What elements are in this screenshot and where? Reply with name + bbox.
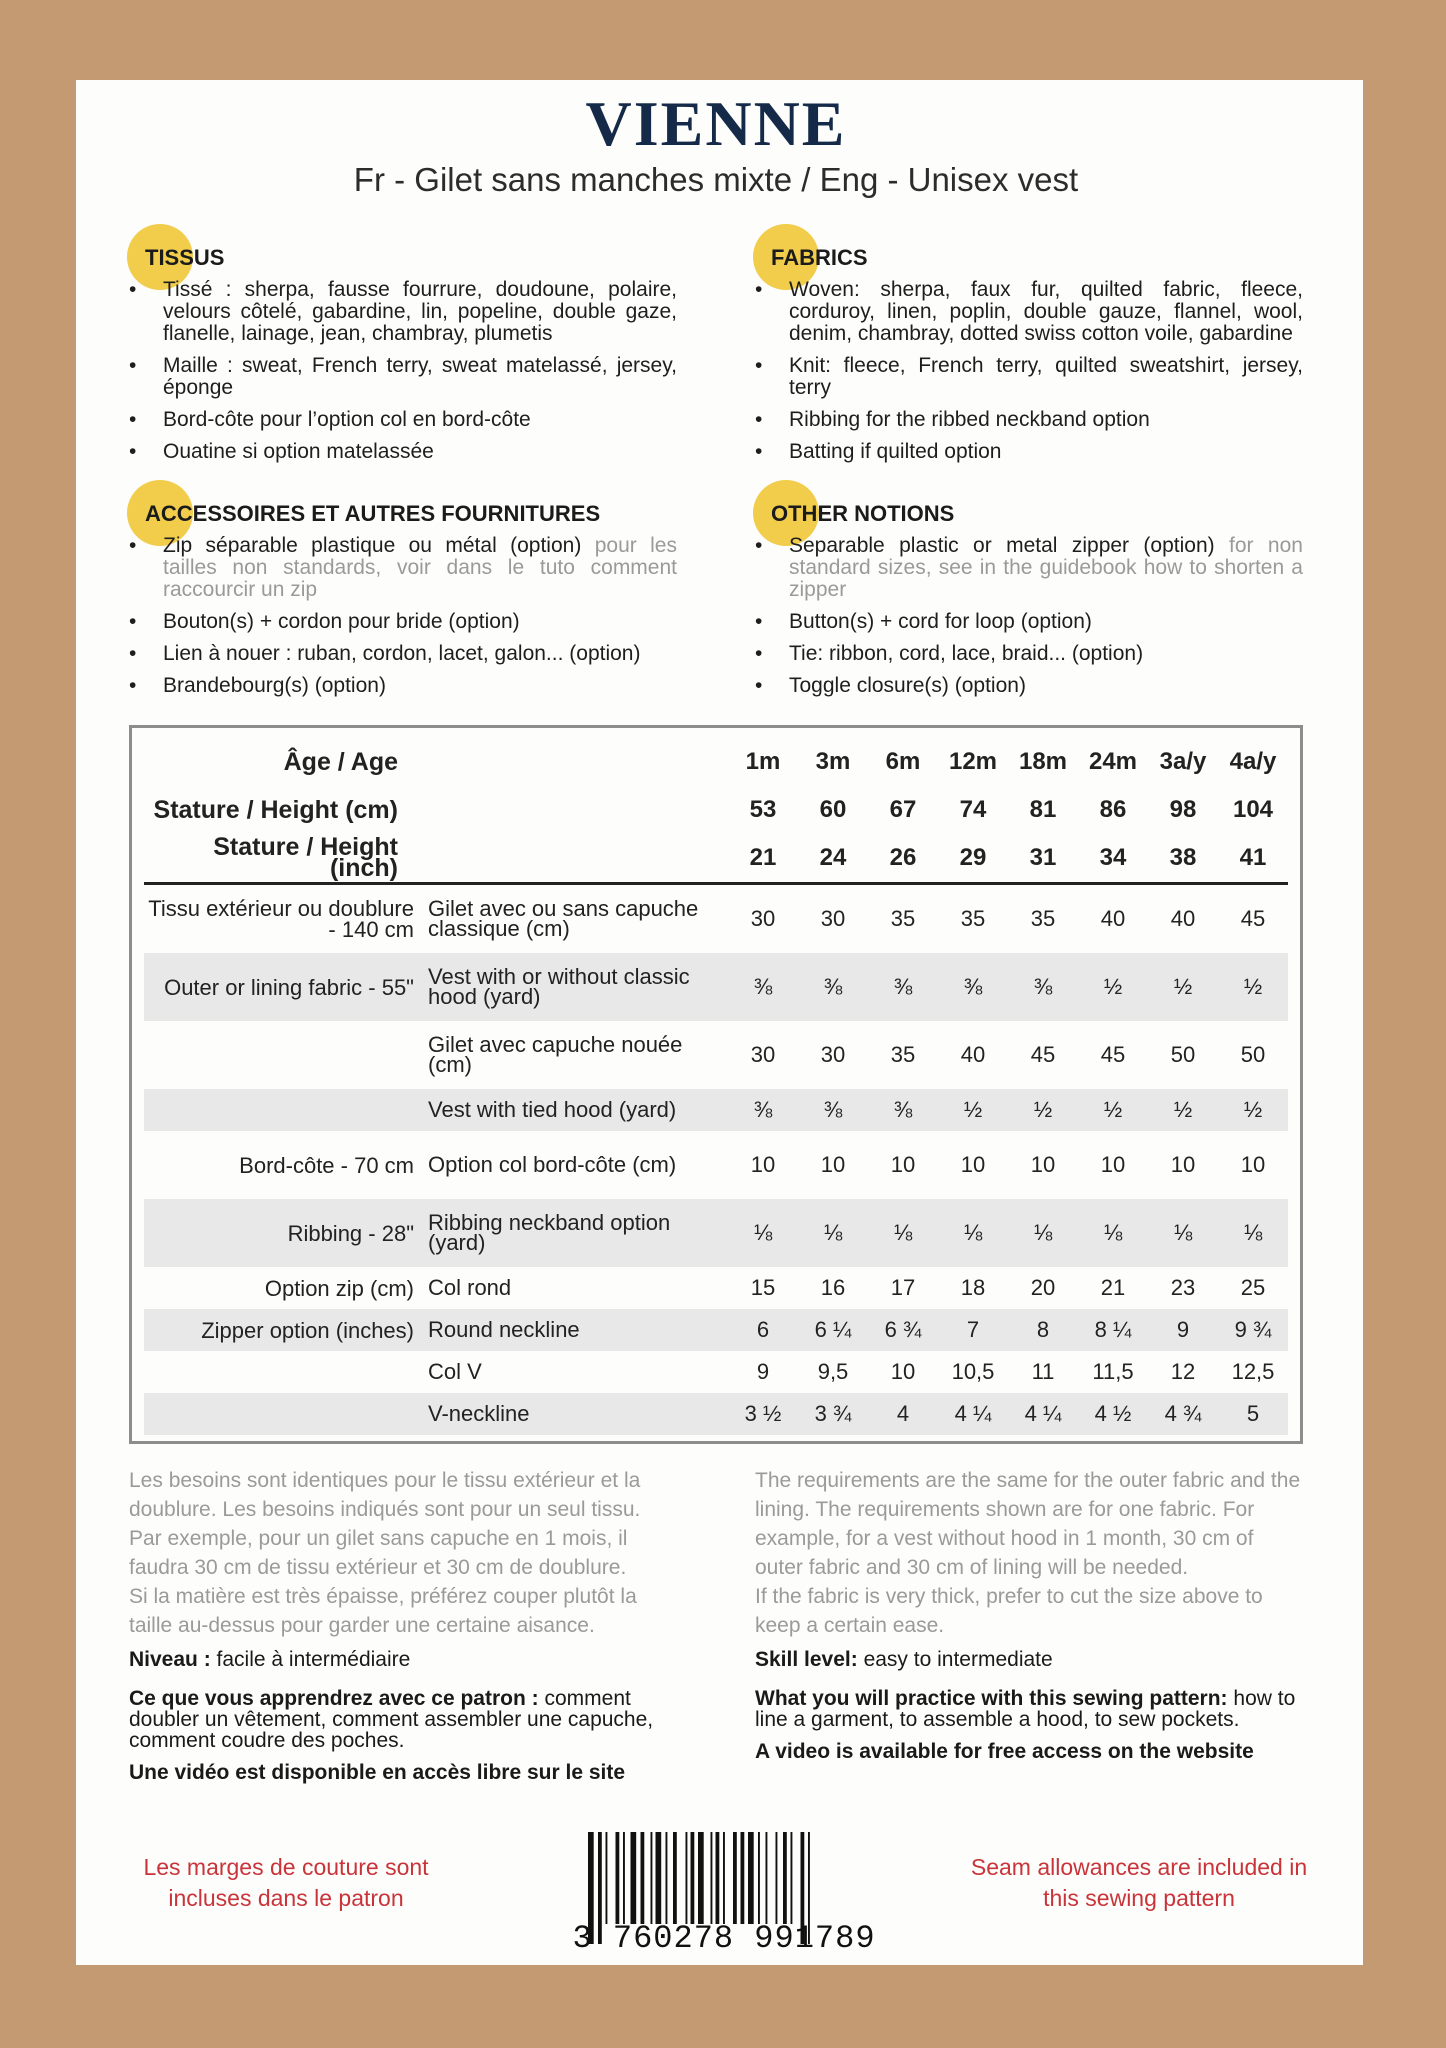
table-cell: 17 <box>890 1275 916 1301</box>
notions-fr <box>129 501 677 707</box>
list-item: • Woven: sherpa, faux fur, quilted fabric, fleece, corduroy, linen, poplin, double gauze, flannel, wool, denim, chambray, dotted swiss cotton voile, gabardine <box>755 279 1303 345</box>
note-paragraph: The requirements are the same for the outer fabric and the lining. The requirements shown are for one fabric. For example, for a vest without hood in 1 month, 30 cm of outer fabric and 30 cm of lining will be needed. <box>755 1469 1301 1580</box>
table-cell: 29 <box>938 834 1008 884</box>
table-cell: ½ <box>1078 953 1148 1021</box>
table-cell: 25 <box>1240 1275 1266 1301</box>
table-cell: 24m <box>1088 748 1138 776</box>
list-item: • Zip séparable plastique ou métal (option) pour les tailles non standards, voir dans le tuto comment raccourcir un zip <box>129 535 677 601</box>
table-cell: ⅜ <box>798 1089 868 1131</box>
table-cell: 15 <box>750 1275 776 1301</box>
table-cell: 50 <box>1240 1042 1266 1068</box>
table-cell: 60 <box>819 796 847 824</box>
barcode-bar <box>783 1832 787 1924</box>
table-cell: ½ <box>1148 1089 1218 1131</box>
table-cell: ⅛ <box>1008 1199 1078 1267</box>
pattern-title: VIENNE <box>585 88 847 159</box>
table-cell: 18m <box>1018 748 1068 776</box>
notions-fr-list <box>129 535 677 697</box>
table-cell: 6 <box>728 1309 798 1351</box>
table-cell: 10 <box>960 1152 986 1178</box>
table-cell: 16 <box>820 1275 846 1301</box>
table-cell: 35 <box>890 906 916 932</box>
barcode-bar <box>716 1832 720 1924</box>
barcode-bar <box>776 1832 778 1924</box>
table-cell: 4 ¼ <box>938 1393 1008 1435</box>
size-table <box>144 738 1288 1435</box>
table-cell: 9 <box>1148 1309 1218 1351</box>
table-cell: ⅛ <box>728 1199 798 1267</box>
table-cell: 4 ½ <box>1078 1393 1148 1435</box>
table-cell: ⅛ <box>798 1199 868 1267</box>
table-cell: 35 <box>960 906 986 932</box>
table-cell: ½ <box>1218 1089 1288 1131</box>
table-cell: 4 ¼ <box>1008 1393 1078 1435</box>
seam-allowance-fr: Les marges de couture sont incluses dans le patron <box>143 1854 429 1911</box>
list-item: • Brandebourg(s) (option) <box>129 675 677 697</box>
table-cell: 35 <box>1030 906 1056 932</box>
table-cell: 21 <box>728 834 798 884</box>
table-cell: 21 <box>1100 1275 1126 1301</box>
table-cell: 4a/y <box>1229 748 1277 776</box>
table-row: Col V 9 9,5 10 10,5 11 11,5 12 12,5 <box>144 1351 1288 1393</box>
table-cell: 45 <box>1030 1042 1056 1068</box>
table-cell: 10 <box>890 1152 916 1178</box>
table-cell: 30 <box>750 1042 776 1068</box>
table-cell: 3 ½ <box>728 1393 798 1435</box>
barcode-bar <box>748 1832 754 1924</box>
fabrics-en <box>755 245 1303 473</box>
table-cell: ½ <box>1148 953 1218 1021</box>
table-cell: ⅛ <box>938 1199 1008 1267</box>
fabrics-fr-list <box>129 279 677 463</box>
learn-text: What you will practice with this sewing pattern: how to line a garment, to assemble a hood, to sew pockets. <box>755 1687 1296 1732</box>
table-cell: 50 <box>1170 1042 1196 1068</box>
video-note: A video is available for free access on the website <box>755 1740 1254 1764</box>
table-cell: 18 <box>960 1275 986 1301</box>
table-cell: ⅜ <box>798 953 868 1021</box>
table-cell: 12,5 <box>1231 1359 1275 1385</box>
table-cell: 34 <box>1078 834 1148 884</box>
table-cell: 81 <box>1029 796 1057 824</box>
table-cell: 10 <box>1170 1152 1196 1178</box>
list-item: • Knit: fleece, French terry, quilted sweatshirt, jersey, terry <box>755 355 1303 399</box>
table-cell: 20 <box>1030 1275 1056 1301</box>
barcode-bar <box>651 1832 653 1924</box>
table-cell: 9,5 <box>817 1359 849 1385</box>
table-cell: ⅜ <box>868 953 938 1021</box>
table-row: Tissu extérieur ou doublure - 140 cm Gilet avec ou sans capuche classique (cm) 30 30 35 35 35 40 40 45 <box>144 884 1288 954</box>
table-cell: 11 <box>1031 1359 1055 1385</box>
table-cell: 12 <box>1170 1359 1196 1385</box>
table-cell: 30 <box>820 906 846 932</box>
table-cell: 8 <box>1008 1309 1078 1351</box>
barcode-bar <box>691 1832 695 1924</box>
table-cell: 3 ¾ <box>798 1393 868 1435</box>
table-row: Zipper option (inches) Round neckline 6 6 ¼ 6 ¾ 7 8 8 ¼ 9 9 ¾ <box>144 1309 1288 1351</box>
table-cell: 40 <box>960 1042 986 1068</box>
table-cell: ⅛ <box>1078 1199 1148 1267</box>
fabrics-fr <box>129 245 677 473</box>
table-row: Option zip (cm) Col rond 15 16 17 18 20 21 23 25 <box>144 1267 1288 1309</box>
table-cell: 7 <box>938 1309 1008 1351</box>
footer <box>76 1830 1363 1960</box>
table-cell: 4 <box>868 1393 938 1435</box>
notions-en <box>755 501 1303 707</box>
table-cell: 45 <box>1240 906 1266 932</box>
table-cell: ⅜ <box>728 953 798 1021</box>
table-header-row: Âge / Age 1m 3m 6m 12m 18m 24m 3a/y 4a/y <box>144 738 1288 786</box>
barcode-bar <box>758 1832 760 1924</box>
table-cell: 3a/y <box>1159 748 1207 776</box>
table-cell: 9 ¾ <box>1218 1309 1288 1351</box>
barcode-bar <box>666 1832 668 1924</box>
table-cell: 104 <box>1232 796 1274 824</box>
list-item: • Button(s) + cord for loop (option) <box>755 611 1303 633</box>
table-cell: 30 <box>820 1042 846 1068</box>
list-item: • Tie: ribbon, cord, lace, braid... (option) <box>755 643 1303 665</box>
table-row: V-neckline 3 ½ 3 ¾ 4 4 ¼ 4 ¼ 4 ½ 4 ¾ 5 <box>144 1393 1288 1435</box>
table-cell: 12m <box>948 748 998 776</box>
table-cell: 11,5 <box>1092 1359 1134 1385</box>
table-row: Outer or lining fabric - 55" Vest with or without classic hood (yard) ⅜ ⅜ ⅜ ⅜ ⅜ ½ ½ ½ <box>144 953 1288 1021</box>
notes-en <box>755 1466 1303 1785</box>
list-item: • Ribbing for the ribbed neckband option <box>755 409 1303 431</box>
list-item: • Bouton(s) + cordon pour bride (option) <box>129 611 677 633</box>
table-cell: ⅜ <box>868 1089 938 1131</box>
list-item: • Lien à nouer : ruban, cordon, lacet, galon... (option) <box>129 643 677 665</box>
table-cell: 10 <box>890 1359 916 1385</box>
barcode-bar <box>766 1832 768 1924</box>
video-note: Une vidéo est disponible en accès libre sur le site <box>129 1761 626 1785</box>
notions-en-list <box>755 535 1303 697</box>
table-cell: ⅜ <box>1008 953 1078 1021</box>
barcode-bar <box>698 1832 704 1924</box>
barcode-bar <box>791 1832 793 1924</box>
section-title: ACCESSOIRES ET AUTRES FOURNITURES <box>145 501 601 527</box>
table-cell: 10 <box>1240 1152 1266 1178</box>
note-paragraph: If the fabric is very thick, prefer to cut the size above to keep a certain ease. <box>755 1585 1263 1638</box>
table-cell: ½ <box>1078 1089 1148 1131</box>
barcode-bar <box>723 1832 725 1924</box>
table-cell: 31 <box>1008 834 1078 884</box>
table-cell: ⅛ <box>868 1199 938 1267</box>
table-cell: ½ <box>938 1089 1008 1131</box>
table-cell: 74 <box>959 796 987 824</box>
table-cell: ½ <box>1218 953 1288 1021</box>
table-cell: ⅛ <box>1218 1199 1288 1267</box>
table-cell: 30 <box>750 906 776 932</box>
barcode-bar <box>733 1832 737 1924</box>
learn-text: Ce que vous apprendrez avec ce patron : comment doubler un vêtement, comment assembler une capuche, comment coudre des poches. <box>129 1687 654 1753</box>
table-cell: 40 <box>1170 906 1196 932</box>
size-table-box <box>129 725 1303 1444</box>
barcode-bar <box>616 1832 620 1924</box>
notions-section <box>129 469 1303 707</box>
table-cell: 86 <box>1099 796 1127 824</box>
table-cell: 67 <box>889 796 917 824</box>
table-cell: 6 ¼ <box>798 1309 868 1351</box>
list-item: • Toggle closure(s) (option) <box>755 675 1303 697</box>
skill-level: Skill level: easy to intermediate <box>755 1648 1053 1672</box>
table-cell: 40 <box>1100 906 1126 932</box>
table-cell: 10 <box>1030 1152 1056 1178</box>
table-cell: 24 <box>798 834 868 884</box>
barcode-bar <box>623 1832 625 1924</box>
list-item: • Ouatine si option matelassée <box>129 441 677 463</box>
table-cell: 26 <box>868 834 938 884</box>
table-header-row: Stature / Height (cm) 53 60 67 74 81 86 98 104 <box>144 786 1288 834</box>
pattern-subtitle: Fr - Gilet sans manches mixte / Eng - Unisex vest <box>353 161 1079 199</box>
list-item: • Maille : sweat, French terry, sweat matelassé, jersey, éponge <box>129 355 677 399</box>
table-cell: 38 <box>1148 834 1218 884</box>
notes-section <box>129 1466 1303 1785</box>
pattern-sheet <box>76 80 1363 1965</box>
table-row: Gilet avec capuche nouée (cm) 30 30 35 40 45 45 50 50 <box>144 1021 1288 1089</box>
table-cell: 6m <box>885 748 921 776</box>
table-cell: 1m <box>745 748 781 776</box>
note-paragraph: Les besoins sont identiques pour le tissu extérieur et la doublure. Les besoins indiqués sont pour un seul tissu. Par exemple, pour un gilet sans capuche en 1 mois, il faudra 30 cm de tissu extérieur et 30 cm de doublure. <box>129 1469 641 1580</box>
table-cell: 45 <box>1100 1042 1126 1068</box>
barcode-bar <box>656 1832 662 1924</box>
barcode-bar <box>631 1832 637 1924</box>
barcode-bar <box>606 1832 608 1924</box>
table-cell: 6 ¾ <box>868 1309 938 1351</box>
section-title: FABRICS <box>771 245 868 271</box>
table-cell: 53 <box>749 796 777 824</box>
barcode-bar <box>741 1832 745 1924</box>
table-row: Ribbing - 28" Ribbing neckband option (yard) ⅛ ⅛ ⅛ ⅛ ⅛ ⅛ ⅛ ⅛ <box>144 1199 1288 1267</box>
barcode-bar <box>673 1832 677 1924</box>
seam-allowance-en: Seam allowances are included in this sewing pattern <box>970 1854 1308 1911</box>
table-cell: 10 <box>750 1152 776 1178</box>
table-cell: ⅛ <box>1148 1199 1218 1267</box>
table-cell: ⅜ <box>728 1089 798 1131</box>
table-header-row: Stature / Height (inch) 21 24 26 29 31 34 38 41 <box>144 834 1288 884</box>
section-title: OTHER NOTIONS <box>771 501 955 527</box>
skill-level: Niveau : facile à intermédiaire <box>129 1648 411 1672</box>
list-item: • Batting if quilted option <box>755 441 1303 463</box>
table-cell: 9 <box>756 1359 770 1385</box>
section-title: TISSUS <box>145 245 225 271</box>
table-cell: 35 <box>890 1042 916 1068</box>
table-cell: 10,5 <box>951 1359 995 1385</box>
barcode-bar <box>711 1832 713 1924</box>
barcode-number: 3 760278 991789 <box>572 1920 876 1957</box>
notes-fr <box>129 1466 677 1785</box>
table-cell: 5 <box>1218 1393 1288 1435</box>
table-cell: 98 <box>1169 796 1197 824</box>
table-cell: ⅜ <box>938 953 1008 1021</box>
barcode-bar <box>686 1832 688 1924</box>
barcode-bar <box>641 1832 645 1924</box>
table-cell: 41 <box>1218 834 1288 884</box>
table-cell: 10 <box>820 1152 846 1178</box>
fabrics-en-list <box>755 279 1303 463</box>
fabrics-section <box>129 213 1303 473</box>
list-item: • Bord-côte pour l’option col en bord-côte <box>129 409 677 431</box>
note-paragraph: Si la matière est très épaisse, préférez couper plutôt la taille au-dessus pour garder une certaine aisance. <box>129 1585 637 1638</box>
table-cell: 23 <box>1170 1275 1196 1301</box>
list-item: • Separable plastic or metal zipper (option) for non standard sizes, see in the guidebook how to shorten a zipper <box>755 535 1303 601</box>
table-row: Bord-côte - 70 cm Option col bord-côte (cm) 10 10 10 10 10 10 10 10 <box>144 1131 1288 1199</box>
table-cell: 8 ¼ <box>1078 1309 1148 1351</box>
table-cell: ½ <box>1008 1089 1078 1131</box>
list-item: • Tissé : sherpa, fausse fourrure, doudoune, polaire, velours côtelé, gabardine, lin, popeline, double gaze, flanelle, lainage, jean, chambray, plumetis <box>129 279 677 345</box>
table-cell: 3m <box>815 748 851 776</box>
table-row: Vest with tied hood (yard) ⅜ ⅜ ⅜ ½ ½ ½ ½ ½ <box>144 1089 1288 1131</box>
table-cell: 4 ¾ <box>1148 1393 1218 1435</box>
table-cell: 10 <box>1100 1152 1126 1178</box>
